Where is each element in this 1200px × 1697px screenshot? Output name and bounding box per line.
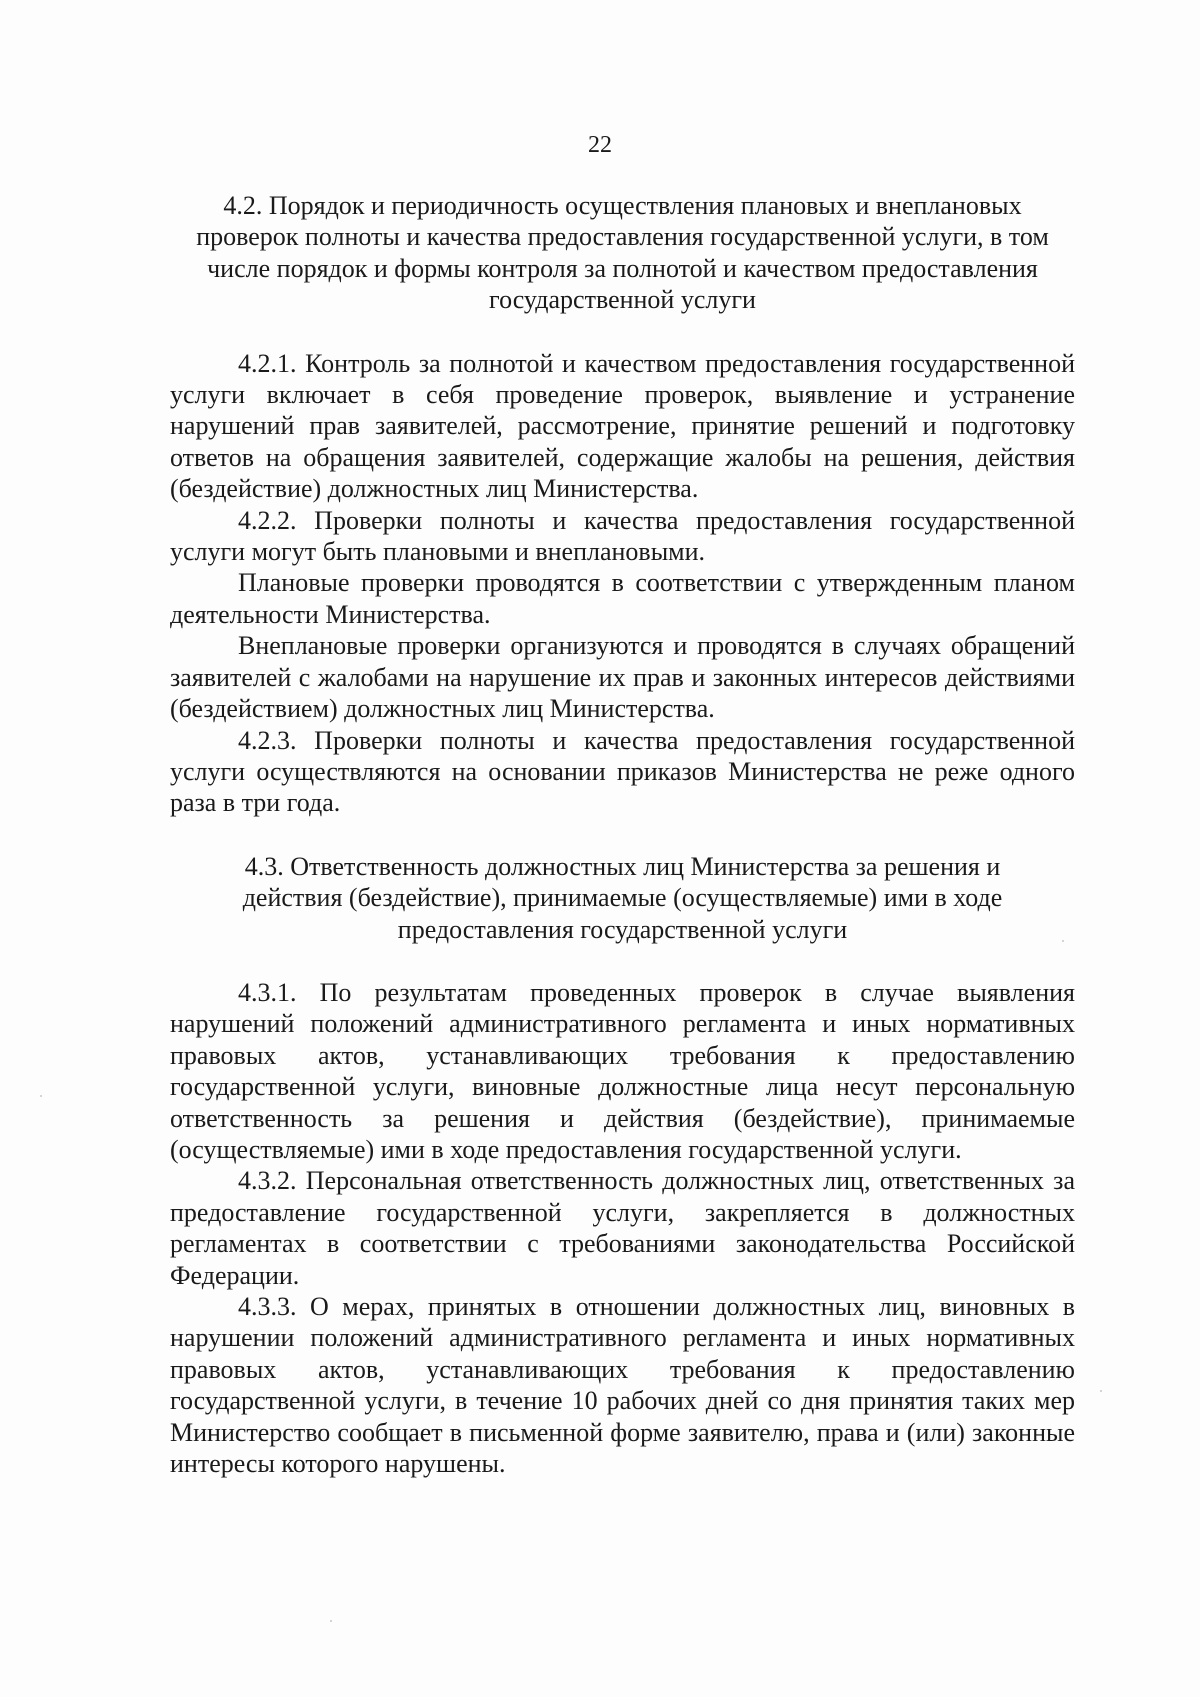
document-body (170, 190, 1075, 1479)
paragraph-4-2-2: 4.2.2. Проверки полноты и качества предоставления государственной услуги могут быть плановыми и внеплановыми. (170, 505, 1075, 567)
scan-speck (1100, 1390, 1102, 1392)
paragraph-unplanned-checks: Внеплановые проверки организуются и проводятся в случаях обращений заявителей с жалобами на нарушение их прав и законных интересов действиями (бездействием) должностных лиц Министерства. (170, 631, 1075, 724)
paragraph-4-3-2: 4.3.2. Персональная ответственность должностных лиц, ответственных за предоставление государственной услуги, закрепляется в должностных регламентах в соответствии с требованиями законодательства Российской Федерации. (170, 1166, 1075, 1290)
page-number: 22 (588, 132, 612, 158)
scan-speck (330, 1620, 332, 1622)
paragraph-4-3-3: 4.3.3. О мерах, принятых в отношении должностных лиц, виновных в нарушении положений административного регламента и иных нормативных правовых актов, устанавливающих требования к предоставлению государственной услуги, в течение 10 рабочих дней со дня принятия таких мер Министерство сообщает в письменной форме заявителю, права и (или) законные интересы которого нарушены. (170, 1292, 1075, 1479)
paragraph-4-3-1: 4.3.1. По результатам проведенных проверок в случае выявления нарушений положений административного регламента и иных нормативных правовых актов, устанавливающих требования к предоставлению государственной услуги, виновные должностные лица несут персональную ответственность за решения и действия (бездействие), принимаемые (осуществляемые) ими в ходе предоставления государственной услуги. (170, 977, 1075, 1164)
paragraph-4-2-1: 4.2.1. Контроль за полнотой и качеством предоставления государственной услуги включает в себя проведение проверок, выявление и устранение нарушений прав заявителей, рассмотрение, принятие решений и подготовку ответов на обращения заявителей, содержащие жалобы на решения, действия (бездействие) должностных лиц Министерства. (170, 348, 1075, 504)
paragraph-4-2-3: 4.2.3. Проверки полноты и качества предоставления государственной услуги осуществляются на основании приказов Министерства не реже одного раза в три года. (170, 725, 1075, 818)
scan-speck (40, 1095, 42, 1097)
scan-speck (1062, 940, 1064, 942)
paragraph-planned-checks: Плановые проверки проводятся в соответствии с утвержденным планом деятельности Министерства. (170, 568, 1075, 629)
section-heading-4-3: 4.3. Ответственность должностных лиц Министерства за решения и действия (бездействие), принимаемые (осуществляемые) ими в ходе предоставления государственной услуги (242, 851, 1003, 944)
section-heading-4-2: 4.2. Порядок и периодичность осуществления плановых и внеплановых проверок полноты и качества предоставления государственной услуги, в том числе порядок и формы контроля за полнотой и качеством предоставления государственной услуги (196, 191, 1049, 315)
